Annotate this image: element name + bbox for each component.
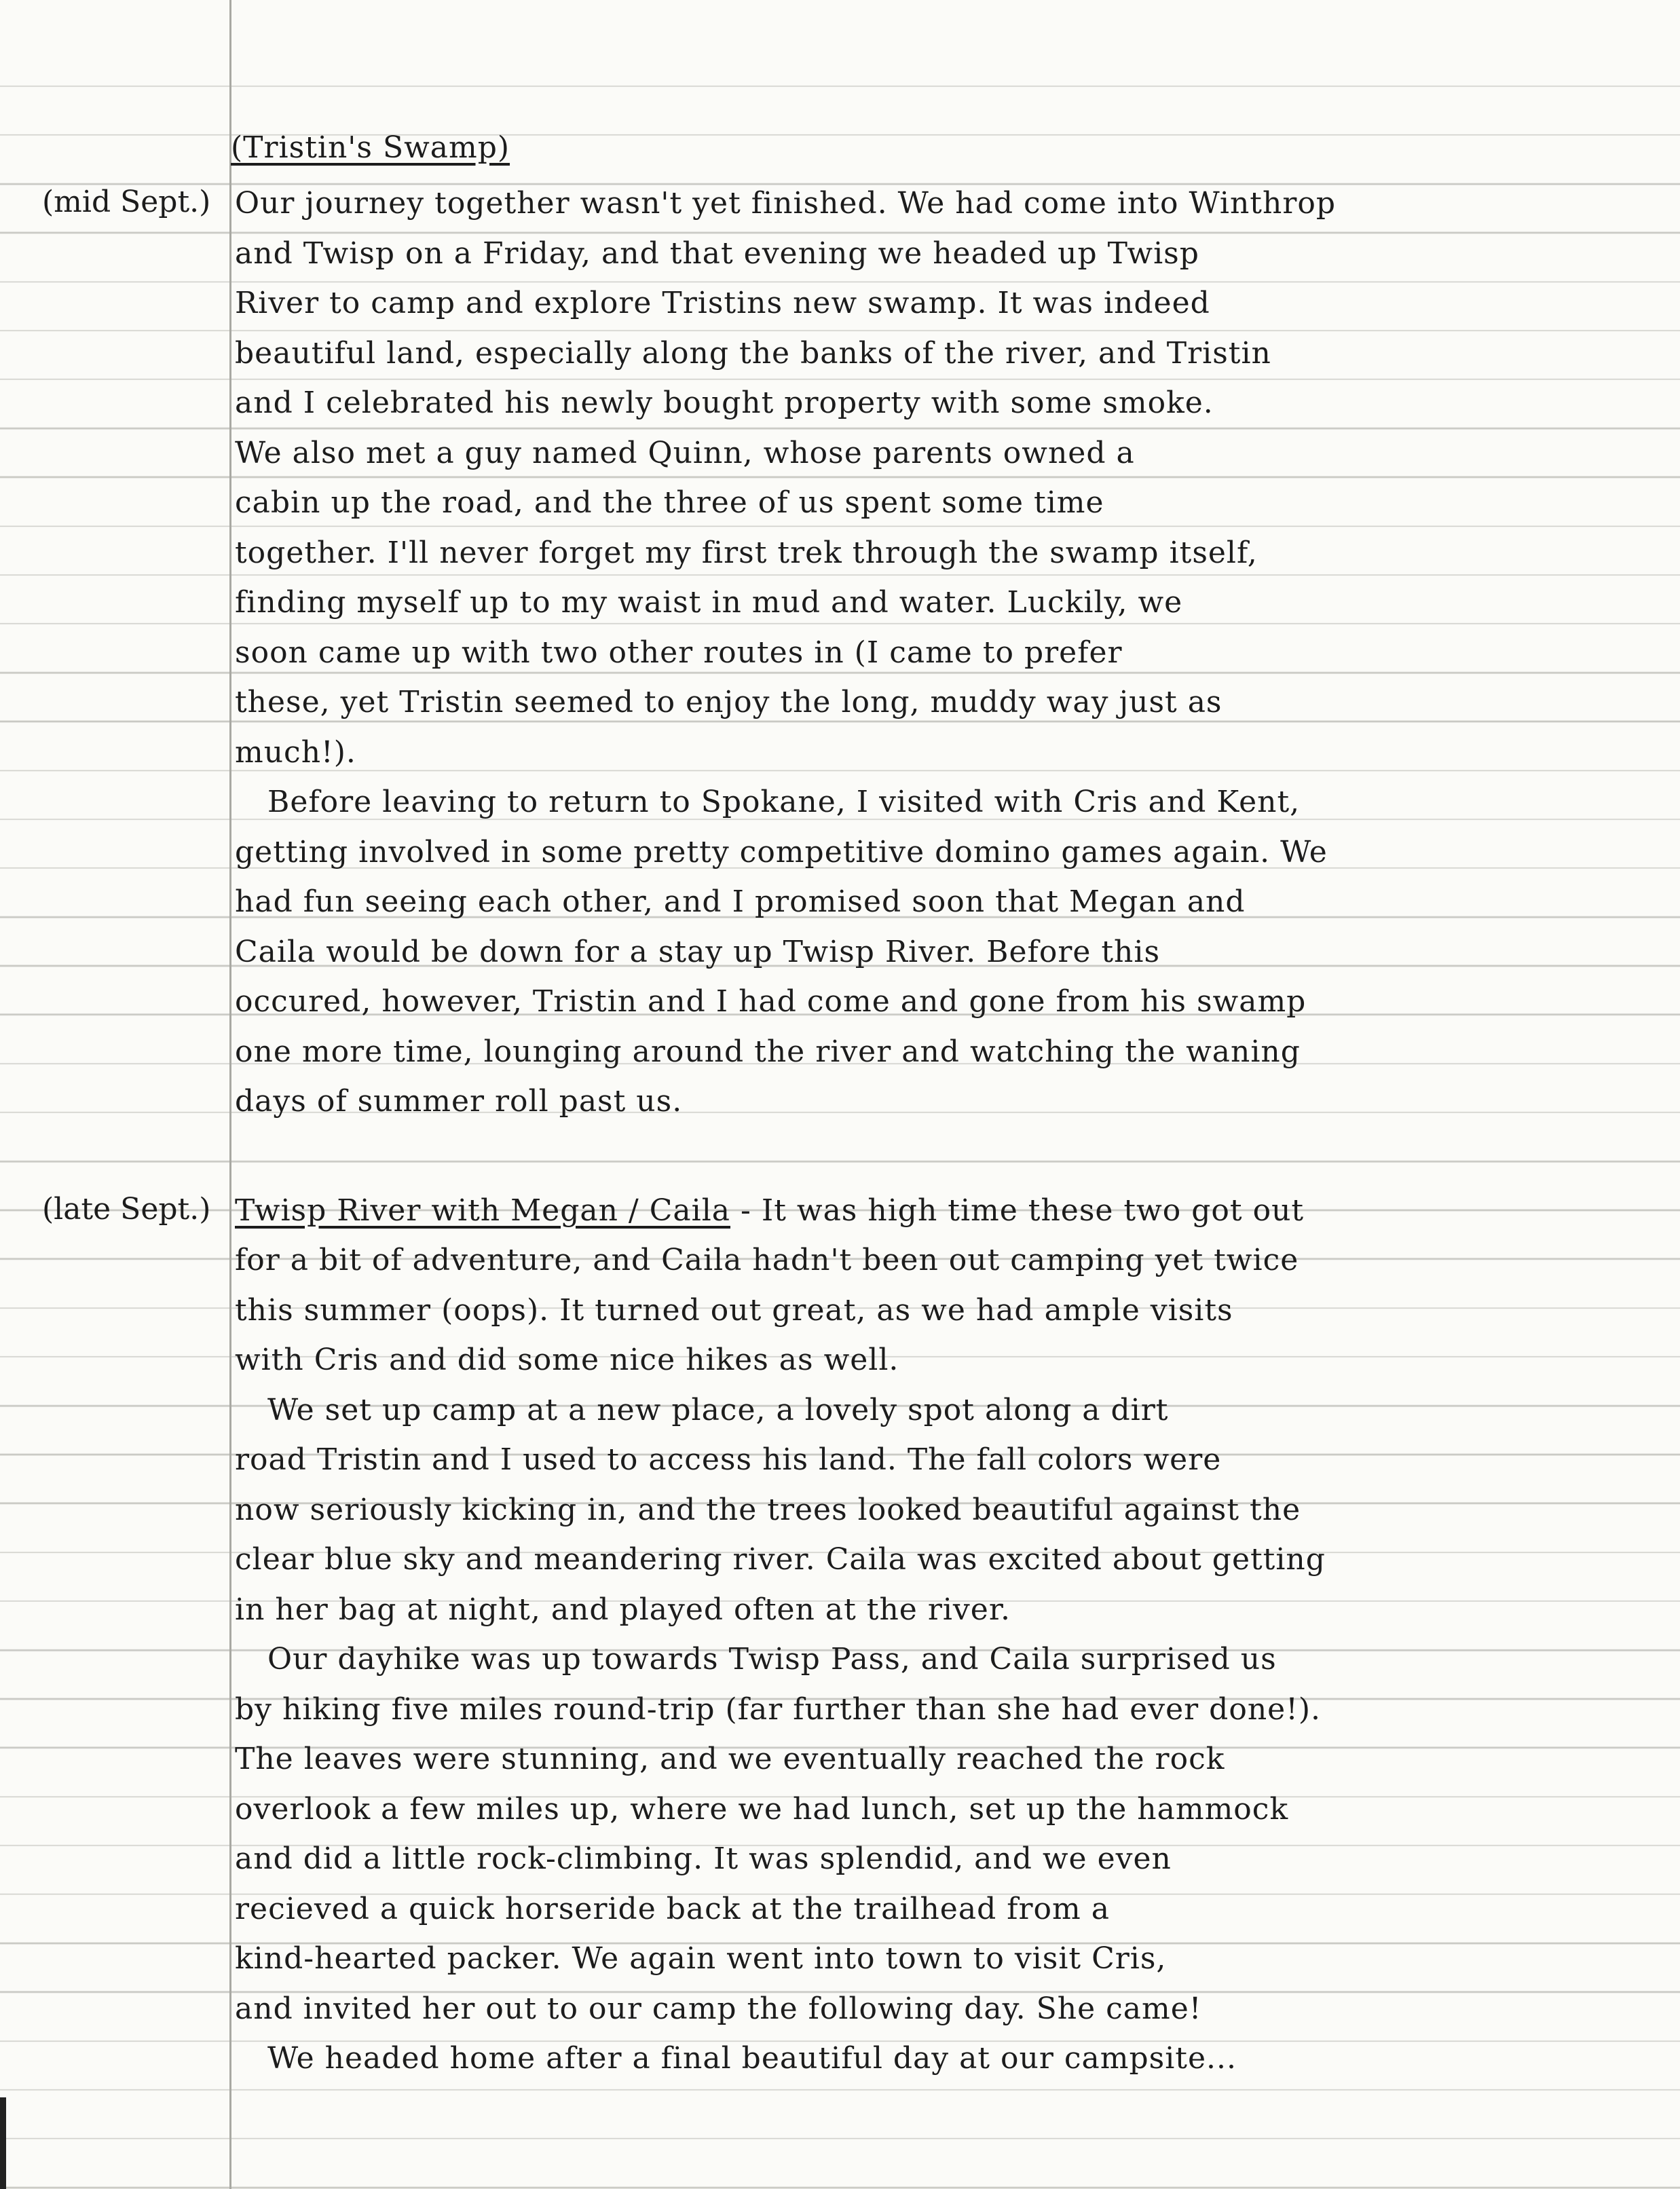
text-line: Before leaving to return to Spokane, I visited with Cris and Kent, [267,785,1301,819]
text-line: finding myself up to my waist in mud and water. Luckily, we [235,585,1183,620]
text-line: days of summer roll past us. [235,1084,683,1119]
text-line: and invited her out to our camp the following day. She came! [235,1991,1202,2026]
text-line: one more time, lounging around the river and watching the waning [235,1034,1301,1069]
text-line: and did a little rock-climbing. It was splendid, and we even [235,1841,1172,1876]
scan-edge-mark [0,2097,6,2189]
text-line: in her bag at night, and played often at the river. [235,1592,1011,1627]
text-line: kind-hearted packer. We again went into town to visit Cris, [235,1941,1167,1976]
text-line: River to camp and explore Tristins new swamp. It was indeed [235,286,1210,320]
text-line: had fun seeing each other, and I promised soon that Megan and [235,884,1246,919]
text-line: this summer (oops). It turned out great, as we had ample visits [235,1293,1233,1328]
text-line: The leaves were stunning, and we eventually reached the rock [235,1742,1225,1776]
section-title: (Tristin's Swamp) [231,130,510,165]
text-line: and Twisp on a Friday, and that evening we headed up Twisp [235,236,1199,271]
section-heading-line [235,1186,1660,1235]
text-line: by hiking five miles round-trip (far further than she had ever done!). [235,1692,1322,1727]
text-line: We headed home after a final beautiful day at our campsite... [267,2041,1237,2076]
text-line: We set up camp at a new place, a lovely spot along a dirt [267,1393,1169,1427]
text-line: beautiful land, especially along the banks of the river, and Tristin [235,336,1271,371]
text-line: and I celebrated his newly bought property with some smoke. [235,386,1214,420]
text-line: cabin up the road, and the three of us spent some time [235,485,1104,520]
date-note: (mid Sept.) [42,185,211,219]
text-line: recieved a quick horseride back at the trailhead from a [235,1892,1110,1926]
heading-continuation: - It was high time these two got out [730,1193,1305,1228]
text-line: occured, however, Tristin and I had come and gone from his swamp [235,984,1307,1019]
section-heading: Twisp River with Megan / Caila [235,1193,731,1228]
margin-line [229,0,231,2189]
text-line: clear blue sky and meandering river. Caila was excited about getting [235,1542,1326,1577]
text-line: soon came up with two other routes in (I came to prefer [235,635,1123,670]
text-line: We also met a guy named Quinn, whose parents owned a [235,436,1135,470]
text-line: together. I'll never forget my first trek through the swamp itself, [235,536,1258,570]
text-line: Our journey together wasn't yet finished. We had come into Winthrop [235,186,1337,221]
text-line: now seriously kicking in, and the trees looked beautiful against the [235,1493,1301,1527]
text-line: these, yet Tristin seemed to enjoy the long, muddy way just as [235,685,1222,719]
date-note: (late Sept.) [42,1192,211,1227]
text-line: Caila would be down for a stay up Twisp River. Before this [235,935,1161,969]
text-line: much!). [235,735,356,770]
text-line: road Tristin and I used to access his land. The fall colors were [235,1442,1222,1477]
text-line: overlook a few miles up, where we had lunch, set up the hammock [235,1792,1289,1827]
text-line: getting involved in some pretty competitive domino games again. We [235,835,1328,869]
text-line: for a bit of adventure, and Caila hadn't been out camping yet twice [235,1243,1299,1277]
text-line: with Cris and did some nice hikes as well. [235,1343,899,1377]
text-line: Our dayhike was up towards Twisp Pass, and Caila surprised us [267,1642,1277,1677]
